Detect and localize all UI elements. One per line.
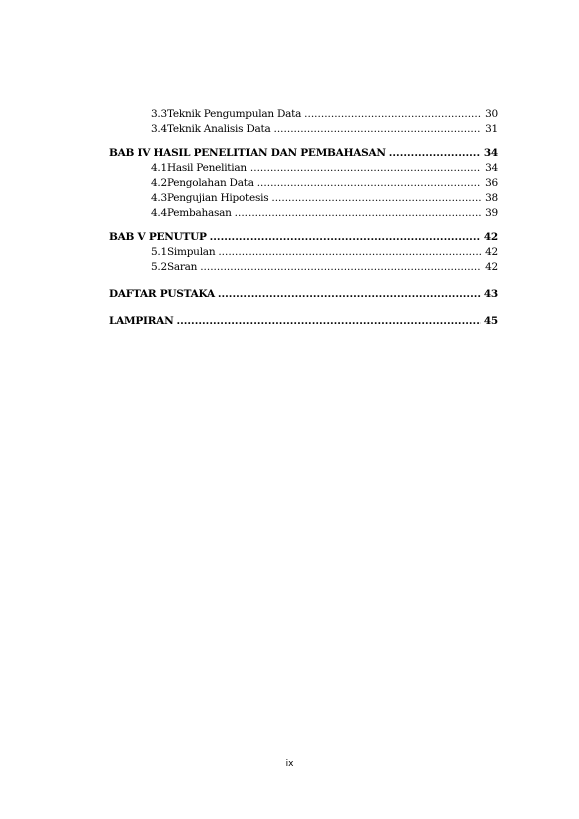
toc-entry-number: 4.2 bbox=[151, 177, 167, 189]
dot-leader bbox=[176, 314, 480, 329]
toc-chapter-bab-v bbox=[109, 230, 498, 245]
dot-leader bbox=[235, 206, 481, 221]
dot-leader bbox=[274, 122, 482, 137]
toc-entry-3-4 bbox=[109, 122, 498, 137]
dot-leader bbox=[200, 260, 481, 275]
toc-entry-page: 34 bbox=[483, 147, 498, 159]
toc-entry-5-2 bbox=[109, 260, 498, 275]
toc-entry-number: 4.4 bbox=[151, 207, 167, 219]
toc-entry-5-1 bbox=[109, 245, 498, 260]
toc-entry-page: 31 bbox=[485, 123, 498, 135]
dot-leader bbox=[257, 176, 481, 191]
dot-leader bbox=[271, 191, 481, 206]
toc-entry-page: 36 bbox=[485, 177, 498, 189]
toc-entry-4-2 bbox=[109, 176, 498, 191]
toc-chapter-bab-iv bbox=[109, 146, 498, 161]
toc-entry-3-3 bbox=[109, 107, 498, 122]
toc-entry-title: Teknik Pengumpulan Data bbox=[166, 108, 302, 120]
dot-leader bbox=[218, 287, 481, 302]
toc-entry-number: 3.4 bbox=[151, 123, 167, 135]
toc-entry-number: 5.1 bbox=[151, 246, 167, 258]
toc-entry-number: 4.1 bbox=[151, 162, 167, 174]
dot-leader bbox=[218, 245, 481, 260]
toc-entry-page: 42 bbox=[485, 246, 498, 258]
toc-entry-page: 39 bbox=[485, 207, 498, 219]
toc-chapter-title: LAMPIRAN bbox=[109, 315, 174, 327]
toc-entry-title: Simpulan bbox=[166, 246, 216, 258]
toc-entry-4-1 bbox=[109, 161, 498, 176]
dot-leader bbox=[389, 146, 481, 161]
toc-entry-title: Pengolahan Data bbox=[166, 177, 254, 189]
toc-entry-title: Hasil Penelitian bbox=[166, 162, 247, 174]
toc-chapter-title: BAB IV HASIL PENELITIAN DAN PEMBAHASAN bbox=[109, 147, 386, 159]
toc-entry-page: 30 bbox=[485, 108, 498, 120]
toc-entry-number: 4.3 bbox=[151, 192, 167, 204]
toc-entry-title: Teknik Analisis Data bbox=[166, 123, 271, 135]
toc-entry-title: Pengujian Hipotesis bbox=[166, 192, 269, 204]
toc-chapter-daftar-pustaka bbox=[109, 287, 498, 302]
toc-chapter-title: BAB V PENUTUP bbox=[109, 231, 207, 243]
page-number: ix bbox=[285, 759, 294, 769]
toc-entry-4-4 bbox=[109, 206, 498, 221]
toc-entry-title: Pembahasan bbox=[166, 207, 232, 219]
toc-entry-page: 38 bbox=[485, 192, 498, 204]
toc-entry-number: 3.3 bbox=[151, 108, 167, 120]
toc-entry-title: Saran bbox=[166, 261, 198, 273]
toc-chapter-lampiran bbox=[109, 314, 498, 329]
dot-leader bbox=[304, 107, 481, 122]
toc-entry-page: 42 bbox=[483, 231, 498, 243]
toc-entry-number: 5.2 bbox=[151, 261, 167, 273]
toc-entry-4-3 bbox=[109, 191, 498, 206]
dot-leader bbox=[210, 230, 481, 245]
toc-entry-page: 42 bbox=[485, 261, 498, 273]
toc-entry-page: 45 bbox=[483, 315, 498, 327]
toc-chapter-title: DAFTAR PUSTAKA bbox=[109, 288, 215, 300]
toc-entry-page: 43 bbox=[483, 288, 498, 300]
dot-leader bbox=[250, 161, 481, 176]
toc-entry-page: 34 bbox=[485, 162, 498, 174]
table-of-contents bbox=[109, 107, 498, 329]
